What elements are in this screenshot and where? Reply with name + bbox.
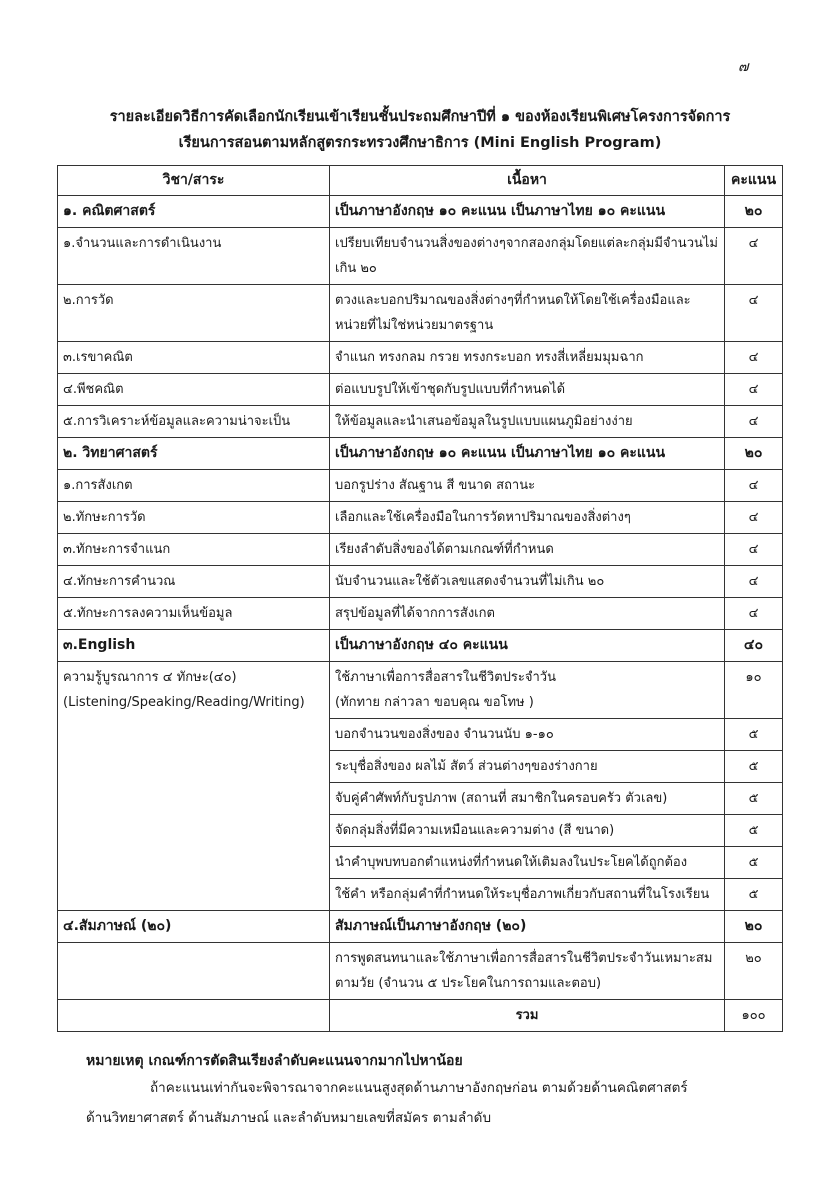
table-header-row <box>58 166 783 196</box>
score-cell: ๔ <box>725 406 783 438</box>
score-cell: ๔ <box>725 534 783 566</box>
score-cell: ๔ <box>725 470 783 502</box>
note-body <box>86 1073 766 1133</box>
table-row-section-science <box>58 438 783 470</box>
score-cell: ๔ <box>725 374 783 406</box>
table-row <box>58 470 783 502</box>
score-cell: ๑๐ <box>725 662 783 719</box>
score-cell: ๕ <box>725 879 783 911</box>
content-cell: เป็นภาษาอังกฤษ ๔๐ คะแนน <box>330 630 725 662</box>
subject-cell: ๕.ทักษะการลงความเห็นข้อมูล <box>58 598 330 630</box>
empty-subject-cell <box>58 1000 330 1032</box>
content-cell: บอกจำนวนของสิ่งของ จำนวนนับ ๑-๑๐ <box>330 719 725 751</box>
content-cell: ระบุชื่อสิ่งของ ผลไม้ สัตว์ ส่วนต่างๆของร่างกาย <box>330 751 725 783</box>
table-row-section-english <box>58 630 783 662</box>
total-label: รวม <box>330 1000 725 1032</box>
subject-cell: ๓.English <box>58 630 330 662</box>
score-cell: ๒๐ <box>725 196 783 228</box>
score-cell: ๕ <box>725 719 783 751</box>
note-body-line-1: ถ้าคะแนนเท่ากันจะพิจารณาจากคะแนนสูงสุดด้านภาษาอังกฤษก่อน ตามด้วยด้านคณิตศาสตร์ <box>150 1080 688 1096</box>
content-cell: ตวงและบอกปริมาณของสิ่งต่างๆที่กำหนดให้โดยใช้เครื่องมือและหน่วยที่ไม่ใช่หน่วยมาตรฐาน <box>330 285 725 342</box>
subject-cell: ๔.ทักษะการคำนวณ <box>58 566 330 598</box>
empty-subject-cell <box>58 943 330 1000</box>
subject-cell: ๒.การวัด <box>58 285 330 342</box>
total-score: ๑๐๐ <box>725 1000 783 1032</box>
subject-cell: ๓.ทักษะการจำแนก <box>58 534 330 566</box>
table-row <box>58 406 783 438</box>
table-row <box>58 342 783 374</box>
title-line-1: รายละเอียดวิธีการคัดเลือกนักเรียนเข้าเรียนชั้นประถมศึกษาปีที่ ๑ ของห้องเรียนพิเศษโครงการจัดการ <box>109 109 731 125</box>
table-row <box>58 566 783 598</box>
score-cell: ๕ <box>725 783 783 815</box>
note-head-text: หมายเหตุ เกณฑ์การตัดสินเรียงลำดับคะแนนจากมากไปหาน้อย <box>86 1053 463 1069</box>
subject-cell: ๑. คณิตศาสตร์ <box>58 196 330 228</box>
note-heading <box>86 1046 766 1076</box>
english-subject-cell <box>58 662 330 911</box>
content-cell: สัมภาษณ์เป็นภาษาอังกฤษ (๒๐) <box>330 911 725 943</box>
content-cell: เรียงลำดับสิ่งของได้ตามเกณฑ์ที่กำหนด <box>330 534 725 566</box>
table-row <box>58 943 783 1000</box>
content-cell: ใช้คำ หรือกลุ่มคำที่กำหนดให้ระบุชื่อภาพเกี่ยวกับสถานที่ในโรงเรียน <box>330 879 725 911</box>
content-cell: สรุปข้อมูลที่ได้จากการสังเกต <box>330 598 725 630</box>
score-cell: ๔๐ <box>725 630 783 662</box>
score-cell: ๔ <box>725 342 783 374</box>
score-cell: ๒๐ <box>725 438 783 470</box>
content-cell: ต่อแบบรูปให้เข้าชุดกับรูปแบบที่กำหนดได้ <box>330 374 725 406</box>
subject-cell: ๓.เรขาคณิต <box>58 342 330 374</box>
subject-cell: ๔.พีชคณิต <box>58 374 330 406</box>
table-row <box>58 502 783 534</box>
table-row <box>58 662 783 719</box>
content-cell: นับจำนวนและใช้ตัวเลขแสดงจำนวนที่ไม่เกิน ๒๐ <box>330 566 725 598</box>
header-content: เนื้อหา <box>330 166 725 196</box>
content-cell: เป็นภาษาอังกฤษ ๑๐ คะแนน เป็นภาษาไทย ๑๐ คะแนน <box>330 438 725 470</box>
header-score: คะแนน <box>725 166 783 196</box>
title-line-2: เรียนการสอนตามหลักสูตรกระทรวงศึกษาธิการ (Mini English Program) <box>178 135 662 151</box>
table-row-total <box>58 1000 783 1032</box>
subject-cell: ๔.สัมภาษณ์ (๒๐) <box>58 911 330 943</box>
english-subject-label: ความรู้บูรณาการ ๔ ทักษะ(๔๐) <box>63 670 237 685</box>
table-row-section-interview <box>58 911 783 943</box>
header-subject: วิชา/สาระ <box>58 166 330 196</box>
document-title <box>60 104 780 156</box>
subject-cell: ๒.ทักษะการวัด <box>58 502 330 534</box>
content-cell: จัดกลุ่มสิ่งที่มีความเหมือนและความต่าง (สี ขนาด) <box>330 815 725 847</box>
table-row <box>58 228 783 285</box>
score-cell: ๕ <box>725 847 783 879</box>
content-cell: จับคู่คำศัพท์กับรูปภาพ (สถานที่ สมาชิกในครอบครัว ตัวเลข) <box>330 783 725 815</box>
content-cell: จำแนก ทรงกลม กรวย ทรงกระบอก ทรงสี่เหลี่ยมมุมฉาก <box>330 342 725 374</box>
score-cell: ๔ <box>725 502 783 534</box>
table-row <box>58 598 783 630</box>
subject-cell: ๑.การสังเกต <box>58 470 330 502</box>
table-row <box>58 285 783 342</box>
subject-cell: ๑.จำนวนและการดำเนินงาน <box>58 228 330 285</box>
table-row <box>58 534 783 566</box>
content-line: (ทักทาย กล่าวลา ขอบคุณ ขอโทษ ) <box>335 695 534 710</box>
subject-cell: ๕.การวิเคราะห์ข้อมูลและความน่าจะเป็น <box>58 406 330 438</box>
content-cell: นำคำบุพบทบอกตำแหน่งที่กำหนดให้เติมลงในประโยคได้ถูกต้อง <box>330 847 725 879</box>
content-line: ใช้ภาษาเพื่อการสื่อสารในชีวิตประจำวัน <box>335 670 556 685</box>
score-cell: ๒๐ <box>725 911 783 943</box>
score-table <box>57 165 783 1032</box>
score-cell: ๕ <box>725 815 783 847</box>
subject-cell: ๒. วิทยาศาสตร์ <box>58 438 330 470</box>
content-cell <box>330 662 725 719</box>
content-cell: เปรียบเทียบจำนวนสิ่งของต่างๆจากสองกลุ่มโดยแต่ละกลุ่มมีจำนวนไม่เกิน ๒๐ <box>330 228 725 285</box>
score-cell: ๔ <box>725 598 783 630</box>
note-body-line-2: ด้านวิทยาศาสตร์ ด้านสัมภาษณ์ และลำดับหมายเลขที่สมัคร ตามลำดับ <box>86 1110 492 1126</box>
content-cell: บอกรูปร่าง สัณฐาน สี ขนาด สถานะ <box>330 470 725 502</box>
content-cell: ให้ข้อมูลและนำเสนอข้อมูลในรูปแบบแผนภูมิอย่างง่าย <box>330 406 725 438</box>
table-row-section-math <box>58 196 783 228</box>
content-cell: เป็นภาษาอังกฤษ ๑๐ คะแนน เป็นภาษาไทย ๑๐ คะแนน <box>330 196 725 228</box>
score-cell: ๔ <box>725 285 783 342</box>
score-cell: ๕ <box>725 751 783 783</box>
content-cell: เลือกและใช้เครื่องมือในการวัดหาปริมาณของสิ่งต่างๆ <box>330 502 725 534</box>
score-cell: ๒๐ <box>725 943 783 1000</box>
table-row <box>58 374 783 406</box>
page-number: ๗ <box>738 59 749 75</box>
score-cell: ๔ <box>725 566 783 598</box>
content-cell: การพูดสนทนาและใช้ภาษาเพื่อการสื่อสารในชีวิตประจำวันเหมาะสมตามวัย (จำนวน ๕ ประโยคในการถามและตอบ) <box>330 943 725 1000</box>
score-cell: ๔ <box>725 228 783 285</box>
english-subject-sub: (Listening/Speaking/Reading/Writing) <box>63 695 305 710</box>
